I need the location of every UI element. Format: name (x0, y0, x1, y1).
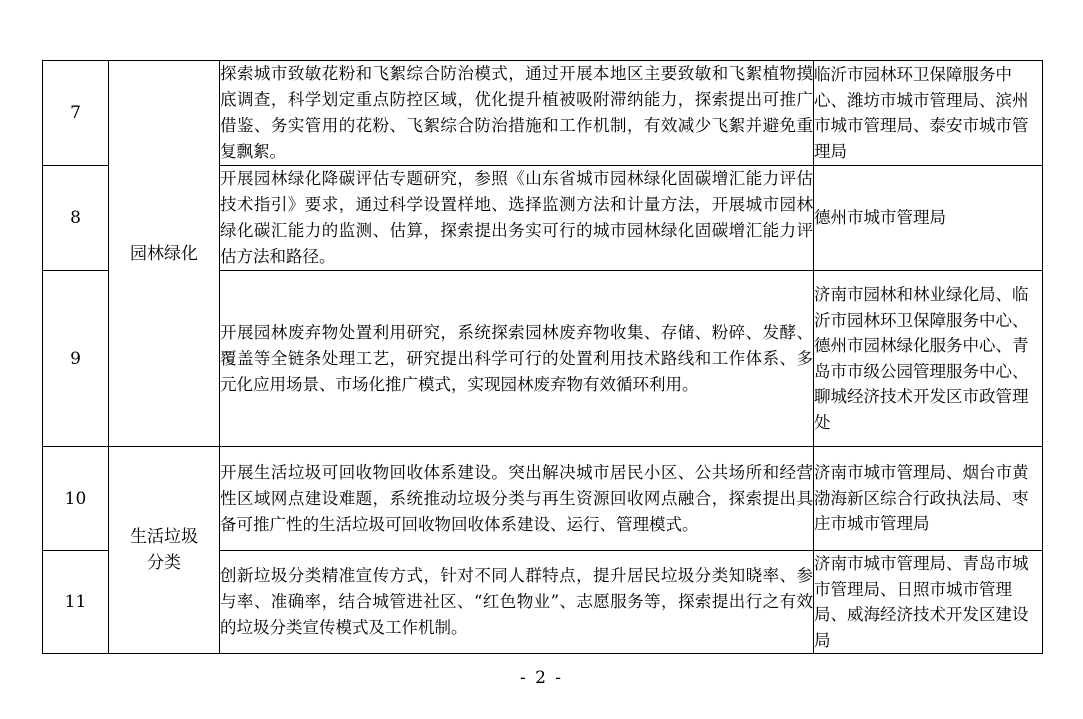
responsible-departments: 济南市城市管理局、青岛市城市管理局、日照市城市管理局、威海经济技术开发区建设局 (814, 551, 1043, 654)
task-description: 开展园林废弃物处置利用研究，系统探索园林废弃物收集、存储、粉碎、发酵、覆盖等全链条处理工艺，研究提出科学可行的处置利用技术路线和工作体系、多元化应用场景、市场化推广模式，实现园林废弃物有效循环利用。 (220, 271, 814, 447)
category-cell (109, 61, 220, 447)
responsible-departments: 济南市城市管理局、烟台市黄渤海新区综合行政执法局、枣庄市城市管理局 (814, 447, 1043, 551)
category-label-line2: 分类 (147, 553, 181, 573)
row-number: 7 (43, 61, 109, 166)
row-number: 10 (43, 447, 109, 551)
category-cell (109, 447, 220, 654)
task-description: 探索城市致敏花粉和飞絮综合防治模式，通过开展本地区主要致敏和飞絮植物摸底调查，科学划定重点防控区域，优化提升植被吸附滞纳能力，探索提出可推广借鉴、务实管用的花粉、飞絮综合防治措施和工作机制，有效减少飞絮并避免重复飘絮。 (220, 61, 814, 166)
table-row (43, 447, 1043, 551)
responsible-departments: 德州市城市管理局 (814, 166, 1043, 271)
category-label: 园林绿化 (130, 243, 198, 264)
responsible-departments: 临沂市园林环卫保障服务中心、潍坊市城市管理局、滨州市城市管理局、泰安市城市管理局 (814, 61, 1043, 166)
row-number: 8 (43, 166, 109, 271)
responsible-departments: 济南市园林和林业绿化局、临沂市园林环卫保障服务中心、德州市园林绿化服务中心、青岛市市级公园管理服务中心、聊城经济技术开发区市政管理处 (814, 271, 1043, 447)
task-description: 创新垃圾分类精准宣传方式，针对不同人群特点，提升居民垃圾分类知晓率、参与率、准确率，结合城管进社区、“红色物业”、志愿服务等，探索提出行之有效的垃圾分类宣传模式及工作机制。 (220, 551, 814, 654)
category-label-line1: 生活垃圾 (130, 527, 198, 547)
table-row (43, 61, 1043, 166)
task-description: 开展生活垃圾可回收物回收体系建设。突出解决城市居民小区、公共场所和经营性区域网点建设难题，系统推动垃圾分类与再生资源回收网点融合，探索提出具备可推广性的生活垃圾可回收物回收体系建设、运行、管理模式。 (220, 447, 814, 551)
row-number: 9 (43, 271, 109, 447)
page-number: - 2 - (519, 668, 564, 688)
document-table (42, 60, 1043, 654)
task-description: 开展园林绿化降碳评估专题研究，参照《山东省城市园林绿化固碳增汇能力评估技术指引》要求，通过科学设置样地、选择监测方法和计量方法，开展城市园林绿化碳汇能力的监测、估算，探索提出务实可行的城市园林绿化固碳增汇能力评估方法和路径。 (220, 166, 814, 271)
row-number: 11 (43, 551, 109, 654)
